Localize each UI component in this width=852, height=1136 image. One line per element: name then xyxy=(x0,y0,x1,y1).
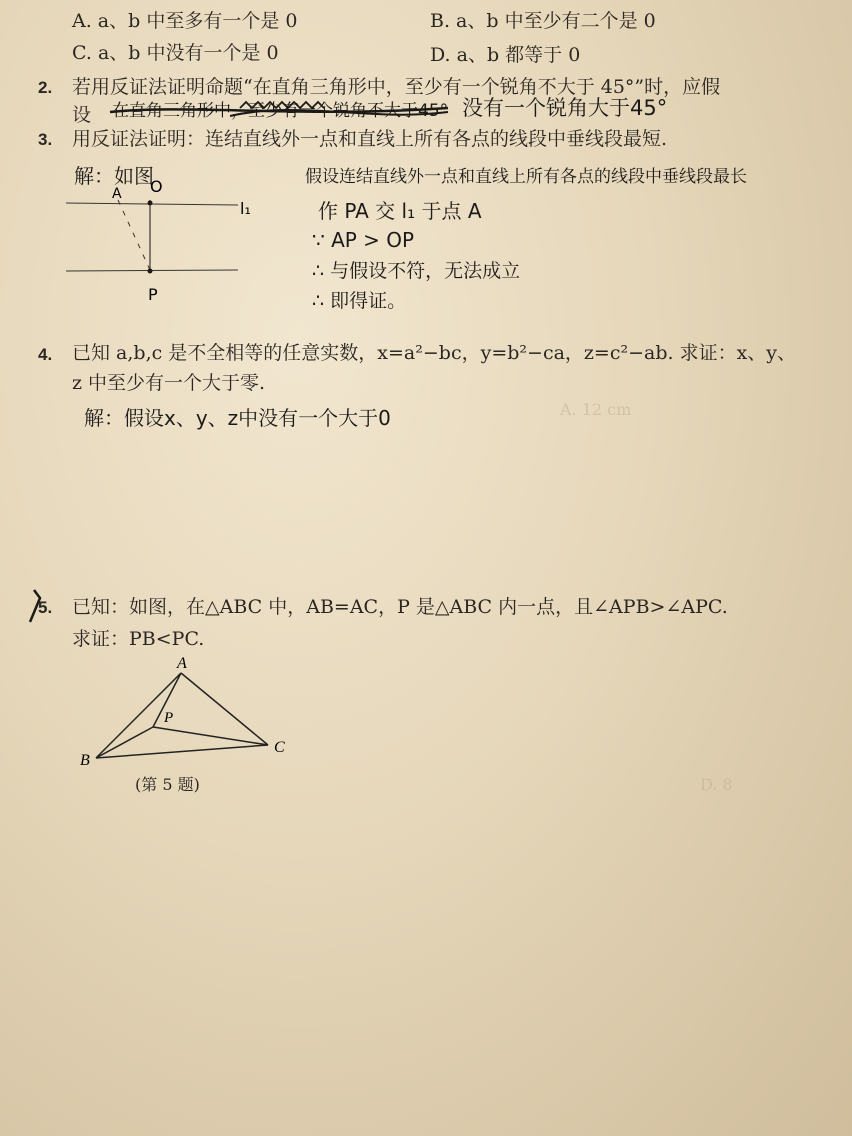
strike-mark xyxy=(240,102,324,108)
check-mark xyxy=(30,590,40,622)
q3-step-4: ∴ 与假设不符，无法成立 xyxy=(312,260,521,282)
q3-label-p: P xyxy=(148,285,158,304)
q4-line2: z 中至少有一个大于零. xyxy=(72,372,266,394)
q5-line1: 已知：如图，在△ABC 中，AB=AC，P 是△ABC 内一点，且∠APB>∠APC. xyxy=(72,596,728,618)
choice-a: A. a、b 中至多有一个是 0 xyxy=(72,10,298,32)
q5-label-b: B xyxy=(80,752,90,769)
q3-oblique xyxy=(118,200,150,270)
q2-answer: 没有一个锐角大于45° xyxy=(462,96,668,120)
q2-line1: 若用反证法证明命题“在直角三角形中，至少有一个锐角不大于 45°”时，应假 xyxy=(72,76,721,98)
q3-step-1: 假设连结直线外一点和直线上所有各点的线段中垂线段最长 xyxy=(305,167,747,187)
q3-label-l1: l₁ xyxy=(240,199,251,218)
q3-text: 用反证法证明：连结直线外一点和直线上所有各点的线段中垂线段最短. xyxy=(72,128,668,150)
q3-step-3: ∵ AP > OP xyxy=(312,228,415,252)
bleed-text: A. 12 cm xyxy=(560,400,632,419)
q3-label-o: O xyxy=(150,177,163,196)
q2-number: 2. xyxy=(38,78,53,97)
q3-number: 3. xyxy=(38,130,53,149)
choice-d: D. a、b 都等于 0 xyxy=(430,44,581,66)
q5-label-a: A xyxy=(177,655,187,672)
q3-step-2: 作 PA 交 l₁ 于点 A xyxy=(318,199,482,223)
q3-point-p xyxy=(148,269,153,274)
q4-number: 4. xyxy=(38,345,53,364)
choice-b: B. a、b 中至少有二个是 0 xyxy=(430,10,656,32)
q4-line1: 已知 a,b,c 是不全相等的任意实数，x=a²−bc，y=b²−ca，z=c²−ab. 求证：x、y、 xyxy=(72,342,797,364)
q3-point-o xyxy=(148,201,153,206)
choice-c: C. a、b 中没有一个是 0 xyxy=(72,42,279,64)
q3-label-a: A xyxy=(112,186,122,202)
q3-solution-head: 解：如图 xyxy=(74,164,154,188)
q2-answer-crossed: 在直角三角形中，至少有一个锐角不大于45° xyxy=(112,101,449,121)
q5-caption: (第 5 题) xyxy=(135,775,200,794)
q5-number: 5. xyxy=(38,598,53,617)
q2-line2-prefix: 设 xyxy=(72,104,92,126)
q5-triangle xyxy=(96,673,268,758)
q5-label-c: C xyxy=(274,739,285,756)
bleed-text: D. 8 xyxy=(700,775,733,794)
q4-solution: 解：假设x、y、z中没有一个大于0 xyxy=(84,406,391,430)
q5-label-p: P xyxy=(164,710,174,726)
q5-line2: 求证：PB<PC. xyxy=(72,628,205,650)
q3-step-5: ∴ 即得证。 xyxy=(312,290,407,312)
